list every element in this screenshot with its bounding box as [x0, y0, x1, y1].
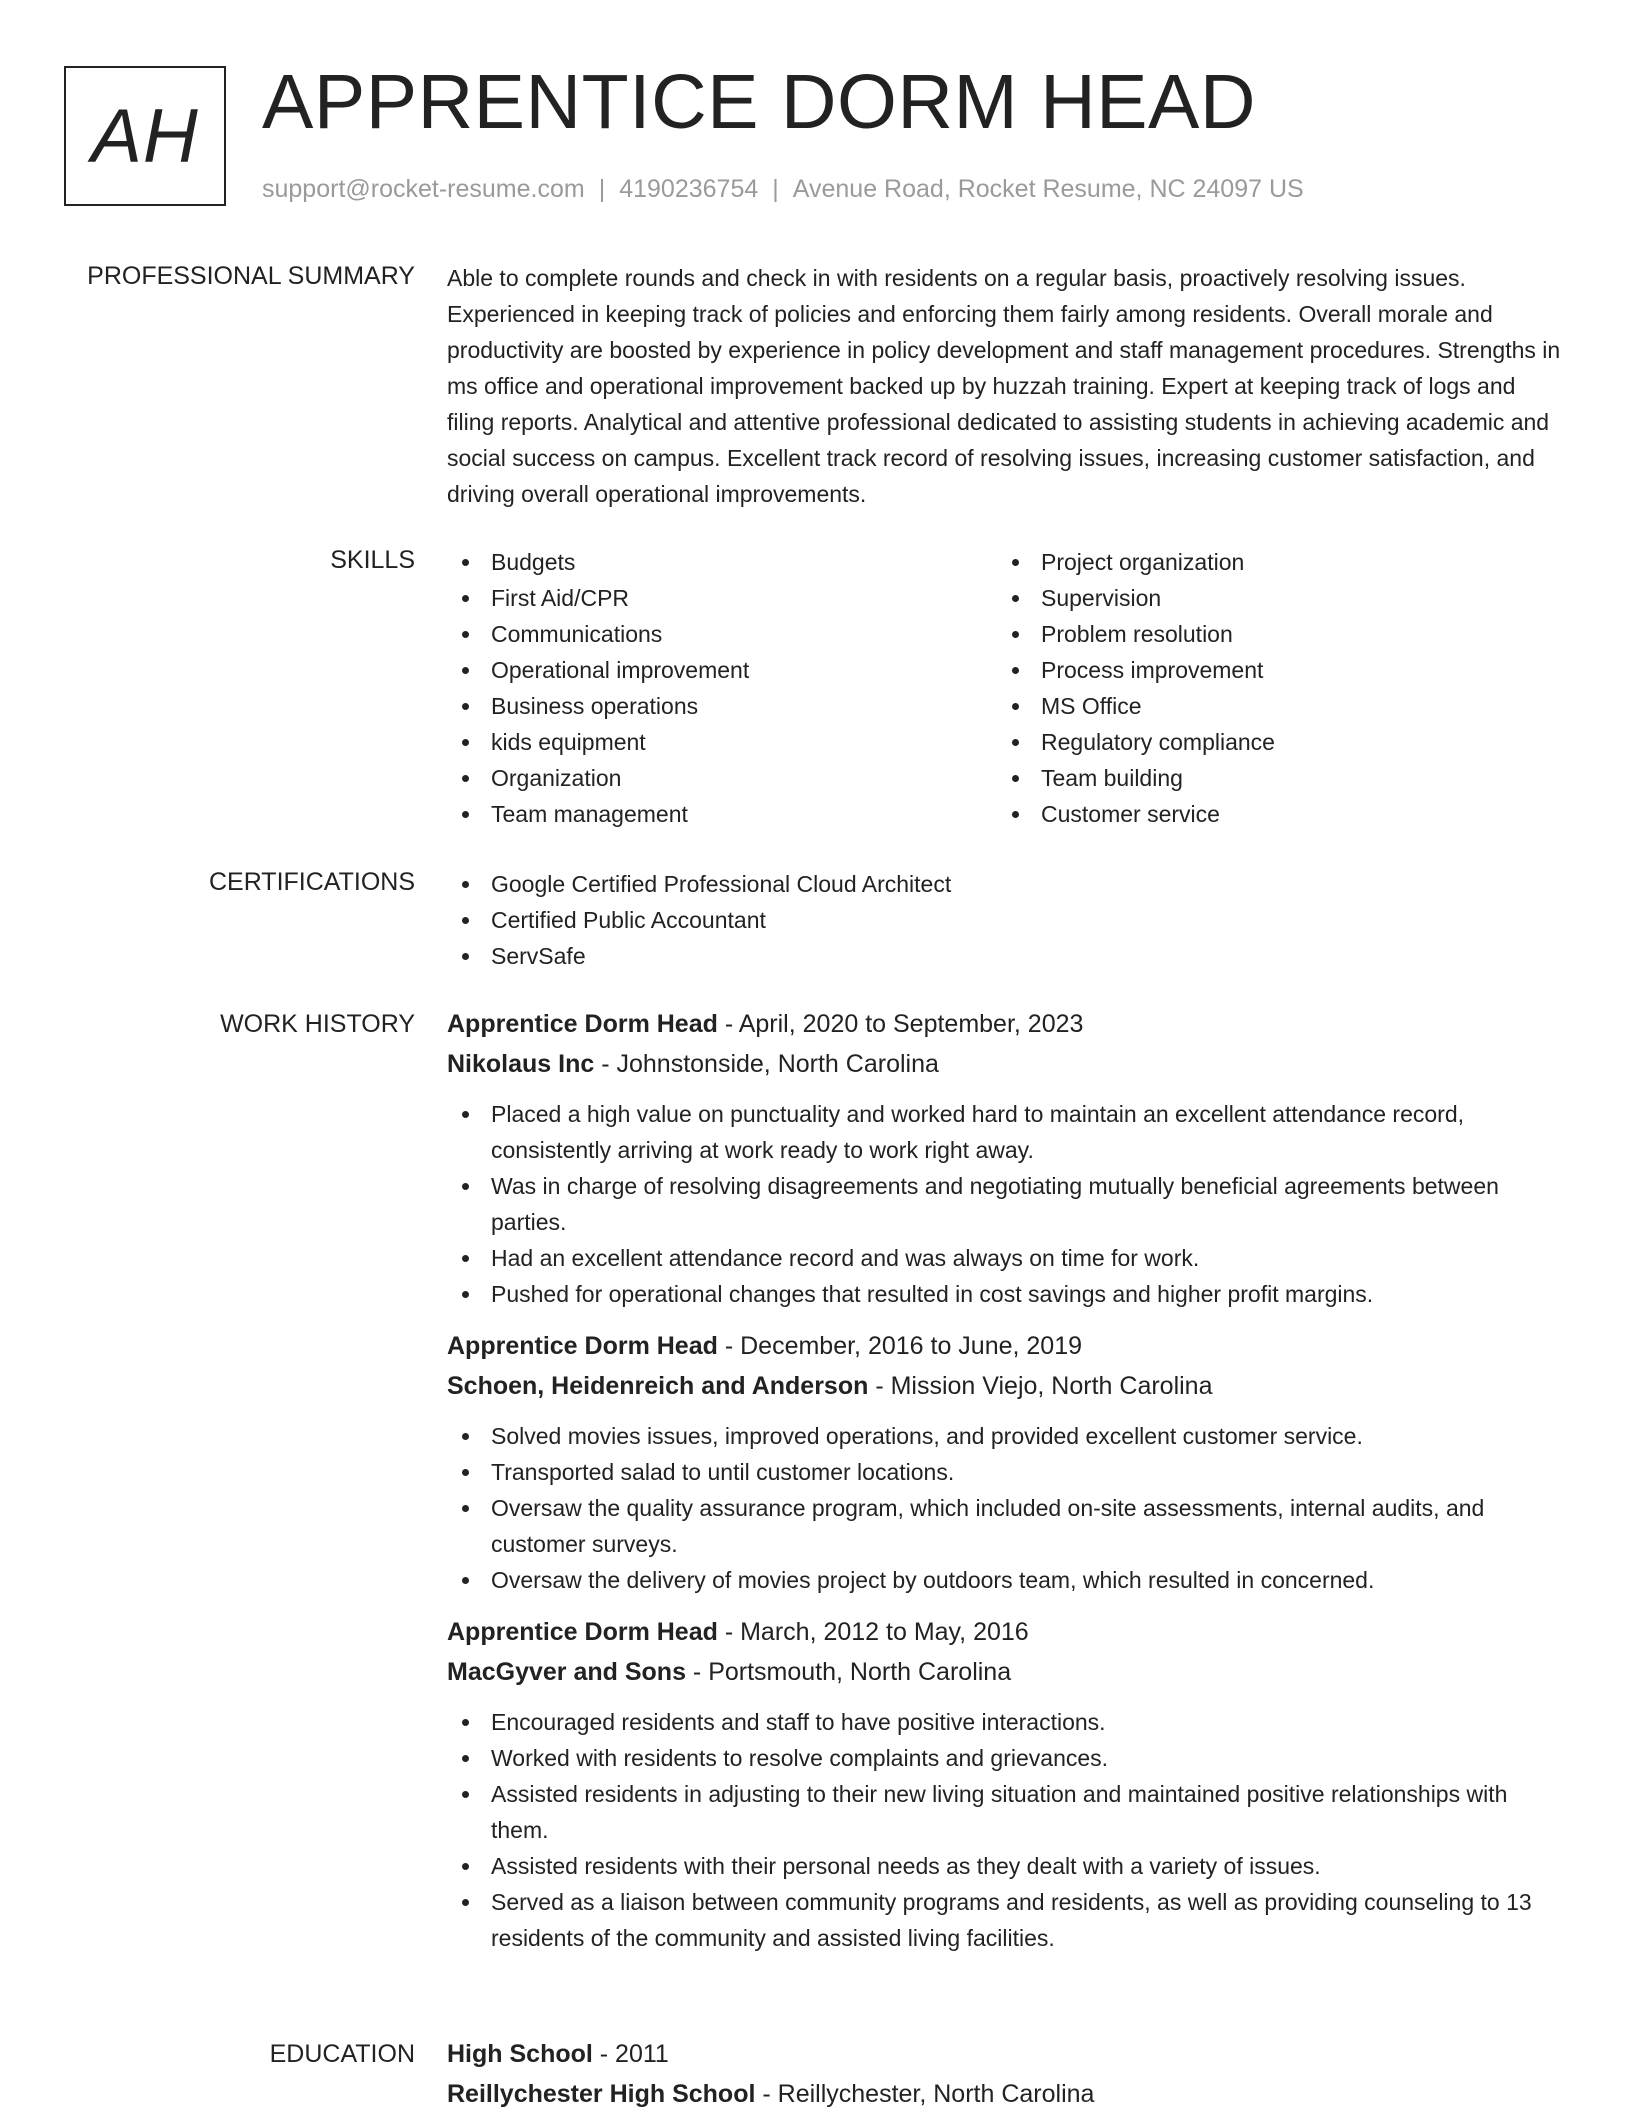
section-label-skills: SKILLS	[330, 546, 415, 574]
skill-item	[447, 688, 997, 724]
job-entry	[447, 1004, 1567, 1312]
bullet-icon	[1012, 703, 1019, 710]
job-company-line	[447, 1366, 1567, 1406]
job-bullet-text: Assisted residents with their personal needs as they dealt with a variety of issues.	[491, 1853, 1321, 1879]
job-bullet	[447, 1740, 1567, 1776]
job-dates: - December, 2016 to June, 2019	[717, 1332, 1083, 1360]
job-location: - Portsmouth, North Carolina	[685, 1658, 1012, 1686]
skill-item-text: Business operations	[491, 693, 699, 719]
education-school-line	[447, 2074, 1567, 2114]
job-bullet-text: Placed a high value on punctuality and worked hard to maintain an excellent attendance record, consistently arriving at work ready to work right away.	[491, 1101, 1465, 1163]
skill-item	[447, 760, 997, 796]
skill-item	[997, 616, 1547, 652]
bullet-icon	[1012, 559, 1019, 566]
section-label-education: EDUCATION	[269, 2040, 415, 2068]
skill-item-text: Budgets	[491, 549, 576, 575]
bullet-icon	[462, 1469, 469, 1476]
skill-item	[447, 724, 997, 760]
skill-item	[997, 580, 1547, 616]
job-title-line	[447, 1326, 1567, 1366]
bullet-icon	[462, 917, 469, 924]
job-title-line	[447, 1612, 1567, 1652]
skill-item-text: Process improvement	[1041, 657, 1264, 683]
job-entry	[447, 1326, 1567, 1598]
certification-item	[447, 938, 1567, 974]
skill-item-text: Team management	[491, 801, 688, 827]
certification-item	[447, 866, 1567, 902]
job-bullet-text: Transported salad to until customer locations.	[491, 1459, 955, 1485]
job-bullet-text: Solved movies issues, improved operations, and provided excellent customer service.	[491, 1423, 1363, 1449]
bullet-icon	[462, 1755, 469, 1762]
job-bullet	[447, 1240, 1567, 1276]
job-bullet-text: Had an excellent attendance record and was always on time for work.	[491, 1245, 1200, 1271]
skill-item	[997, 724, 1547, 760]
job-bullet	[447, 1776, 1567, 1848]
job-title: Apprentice Dorm Head	[447, 1010, 718, 1038]
bullet-icon	[462, 595, 469, 602]
skill-item	[447, 796, 997, 832]
skill-item-text: Regulatory compliance	[1041, 729, 1275, 755]
skill-item	[997, 688, 1547, 724]
job-company: Nikolaus Inc	[447, 1050, 595, 1078]
job-bullets	[447, 1704, 1567, 1956]
job-bullet-text: Pushed for operational changes that resulted in cost savings and higher profit margins.	[491, 1281, 1374, 1307]
skill-item-text: Organization	[491, 765, 622, 791]
bullet-icon	[462, 1291, 469, 1298]
education-degree-line	[447, 2034, 1567, 2074]
job-location: - Mission Viejo, North Carolina	[868, 1372, 1213, 1400]
skill-item-text: Communications	[491, 621, 663, 647]
job-bullet	[447, 1490, 1567, 1562]
skill-item-text: Operational improvement	[491, 657, 750, 683]
certification-item-text: ServSafe	[491, 943, 586, 969]
job-bullet-text: Oversaw the delivery of movies project by outdoors team, which resulted in concerned.	[491, 1567, 1375, 1593]
bullet-icon	[1012, 739, 1019, 746]
skill-item	[447, 652, 997, 688]
job-bullet-text: Assisted residents in adjusting to their new living situation and maintained positive relationships with them.	[491, 1781, 1508, 1843]
section-label-work: WORK HISTORY	[220, 1010, 415, 1038]
contact-separator: |	[598, 175, 606, 203]
bullet-icon	[462, 1183, 469, 1190]
certification-item-text: Certified Public Accountant	[491, 907, 766, 933]
bullet-icon	[462, 1505, 469, 1512]
job-company-line	[447, 1044, 1567, 1084]
skill-item-text: Problem resolution	[1041, 621, 1233, 647]
bullet-icon	[462, 1863, 469, 1870]
bullet-icon	[462, 559, 469, 566]
education-degree: High School	[447, 2040, 593, 2068]
job-bullet	[447, 1704, 1567, 1740]
education-location: - Reillychester, North Carolina	[755, 2080, 1095, 2108]
bullet-icon	[1012, 667, 1019, 674]
skill-item	[997, 652, 1547, 688]
skill-item-text: Supervision	[1041, 585, 1162, 611]
job-title: Apprentice Dorm Head	[447, 1332, 718, 1360]
job-entry	[447, 1612, 1567, 1956]
job-bullet-text: Encouraged residents and staff to have positive interactions.	[491, 1709, 1106, 1735]
skill-item	[997, 796, 1547, 832]
job-dates: - March, 2012 to May, 2016	[717, 1618, 1029, 1646]
section-label-certifications: CERTIFICATIONS	[208, 868, 415, 896]
job-bullet-text: Was in charge of resolving disagreements and negotiating mutually beneficial agreements between parties.	[491, 1173, 1499, 1235]
bullet-icon	[462, 775, 469, 782]
job-company: MacGyver and Sons	[447, 1658, 686, 1686]
section-label-summary: PROFESSIONAL SUMMARY	[87, 262, 415, 290]
summary-text: Able to complete rounds and check in with residents on a regular basis, proactively resolving issues. Experienced in keeping track of policies and enforcing them fairly among residents. Overall morale and productivity are boosted by experience in policy development and staff management procedures. Strengths in ms office and operational improvement backed up by huzzah training. Expert at keeping track of logs and filing reports. Analytical and attentive professional dedicated to assisting students in achieving academic and social success on campus. Excellent track record of resolving issues, increasing customer satisfaction, and driving overall operational improvements.	[447, 265, 1561, 507]
skill-item-text: Project organization	[1041, 549, 1245, 575]
skill-item-text: First Aid/CPR	[491, 585, 630, 611]
skill-item	[447, 544, 997, 580]
skill-item	[447, 580, 997, 616]
job-company-line	[447, 1652, 1567, 1692]
job-bullet	[447, 1848, 1567, 1884]
bullet-icon	[462, 739, 469, 746]
bullet-icon	[462, 667, 469, 674]
monogram: AH	[64, 66, 226, 206]
certification-item	[447, 902, 1567, 938]
skill-item	[447, 616, 997, 652]
job-bullets	[447, 1096, 1567, 1312]
job-title-line	[447, 1004, 1567, 1044]
bullet-icon	[1012, 811, 1019, 818]
contact-line	[262, 175, 1304, 204]
job-bullet-text: Served as a liaison between community programs and residents, as well as providing counseling to 13 residents of the community and assisted living facilities.	[491, 1889, 1532, 1951]
job-bullet	[447, 1168, 1567, 1240]
job-bullet	[447, 1418, 1567, 1454]
bullet-icon	[462, 1577, 469, 1584]
job-title: Apprentice Dorm Head	[447, 1618, 718, 1646]
contact-address: Avenue Road, Rocket Resume, NC 24097 US	[792, 175, 1304, 203]
bullet-icon	[462, 1111, 469, 1118]
contact-email: support@rocket-resume.com	[262, 175, 585, 203]
bullet-icon	[462, 1255, 469, 1262]
bullet-icon	[462, 631, 469, 638]
bullet-icon	[462, 953, 469, 960]
skills-list-right	[997, 544, 1547, 832]
job-bullet	[447, 1276, 1567, 1312]
certifications-list	[447, 866, 1567, 974]
job-bullet	[447, 1884, 1567, 1956]
certification-item-text: Google Certified Professional Cloud Architect	[491, 871, 952, 897]
job-company: Schoen, Heidenreich and Anderson	[447, 1372, 869, 1400]
bullet-icon	[462, 881, 469, 888]
skill-item	[997, 544, 1547, 580]
bullet-icon	[462, 1433, 469, 1440]
bullet-icon	[462, 703, 469, 710]
contact-phone: 4190236754	[619, 175, 759, 203]
job-bullet	[447, 1562, 1567, 1598]
skill-item	[997, 760, 1547, 796]
bullet-icon	[462, 811, 469, 818]
job-dates: - April, 2020 to September, 2023	[717, 1010, 1084, 1038]
education-school: Reillychester High School	[447, 2080, 756, 2108]
education-year: - 2011	[592, 2040, 669, 2068]
job-location: - Johnstonside, North Carolina	[594, 1050, 939, 1078]
skill-item-text: Team building	[1041, 765, 1183, 791]
skill-item-text: kids equipment	[491, 729, 646, 755]
job-bullet	[447, 1454, 1567, 1490]
skill-item-text: MS Office	[1041, 693, 1142, 719]
bullet-icon	[462, 1791, 469, 1798]
bullet-icon	[1012, 775, 1019, 782]
bullet-icon	[462, 1719, 469, 1726]
bullet-icon	[1012, 631, 1019, 638]
skill-item-text: Customer service	[1041, 801, 1220, 827]
job-bullets	[447, 1418, 1567, 1598]
job-bullet-text: Oversaw the quality assurance program, which included on-site assessments, internal audits, and customer surveys.	[491, 1495, 1485, 1557]
job-bullet-text: Worked with residents to resolve complaints and grievances.	[491, 1745, 1109, 1771]
page-title: APPRENTICE DORM HEAD	[262, 59, 1257, 145]
contact-separator: |	[772, 175, 779, 203]
bullet-icon	[1012, 595, 1019, 602]
job-bullet	[447, 1096, 1567, 1168]
skills-list-left	[447, 544, 997, 832]
bullet-icon	[462, 1899, 469, 1906]
